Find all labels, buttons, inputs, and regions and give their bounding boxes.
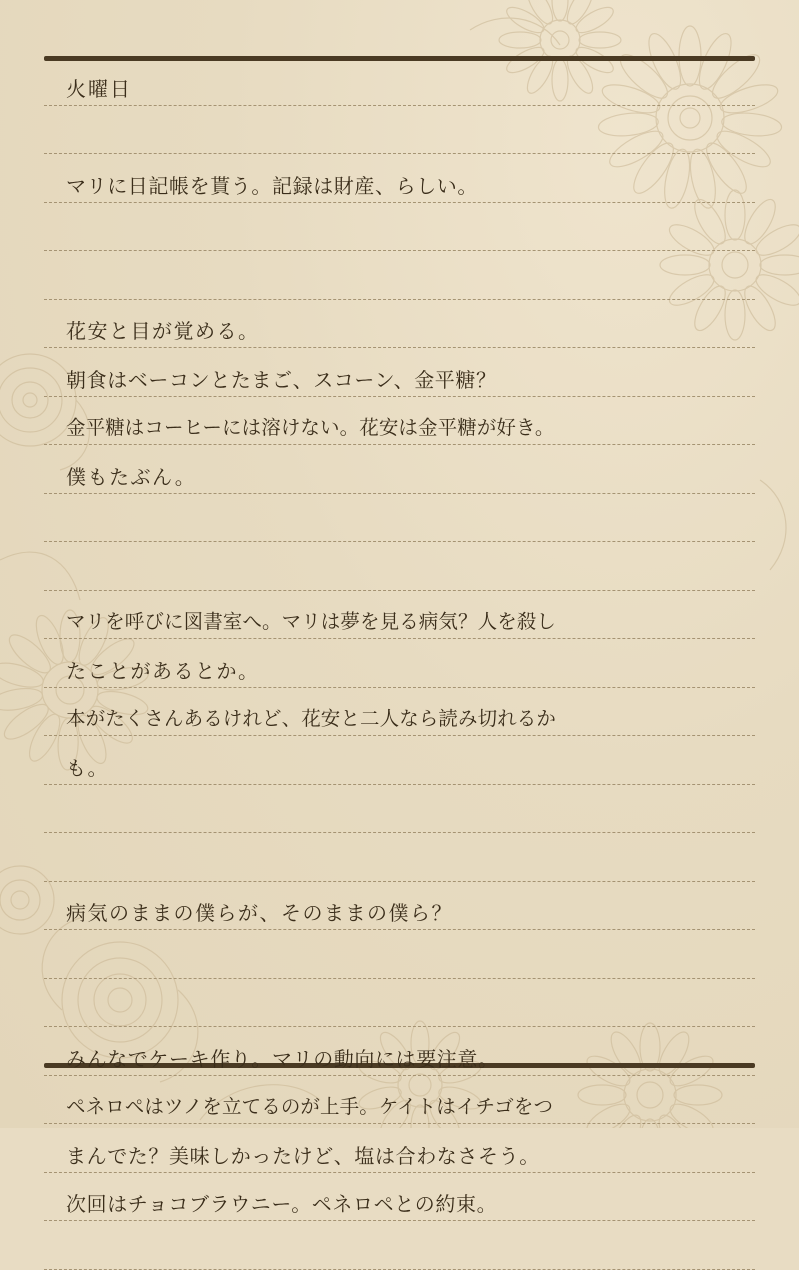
- diary-line: 病気のままの僕らが、そのままの僕ら？: [66, 901, 453, 925]
- diary-line: マリに日記帳を貰う。記録は財産、らしい。: [66, 173, 478, 198]
- diary-line: 僕もたぶん。: [66, 464, 197, 489]
- rule-line: [44, 1269, 755, 1270]
- rule-line: [44, 493, 755, 494]
- diary-line: も。: [66, 755, 109, 780]
- diary-line: まんでた？美味しかったけど、塩は合わなさそう。: [66, 1143, 540, 1168]
- rule-line: [44, 153, 755, 154]
- rule-line: [44, 638, 755, 639]
- rule-line: [44, 735, 755, 736]
- rule-line: [44, 784, 755, 785]
- diary-line: 次回はチョコブラウニー。ペネロペとの約束。: [66, 1192, 498, 1216]
- rule-line: [44, 881, 755, 882]
- rule-line: [44, 541, 755, 542]
- diary-line: たことがあるとか。: [66, 658, 260, 683]
- rule-line: [44, 978, 755, 979]
- diary-line: 本がたくさんあるけれど、花安と二人なら読み切れるか: [66, 707, 557, 730]
- rule-line: [44, 590, 755, 591]
- diary-line: 朝食はベーコンとたまご、スコーン、金平糖？: [66, 367, 497, 392]
- diary-line: マリを呼びに図書室へ。マリは夢を見る病気？人を殺し: [66, 610, 557, 633]
- page-title: 火曜日: [66, 76, 132, 101]
- diary-line: ペネロペはツノを立てるのが上手。ケイトはイチゴをつ: [66, 1095, 554, 1118]
- rule-line: [44, 202, 755, 203]
- rule-line: [44, 832, 755, 833]
- diary-line: 金平糖はコーヒーには溶けない。花安は金平糖が好き。: [66, 416, 555, 439]
- rule-line: [44, 929, 755, 930]
- rule-line: [44, 1123, 755, 1124]
- rule-line: [44, 105, 755, 106]
- diary-line: 花安と目が覚める。: [66, 319, 260, 343]
- rule-line: [44, 299, 755, 300]
- rule-line: [44, 687, 755, 688]
- diary-line: みんなでケーキ作り。マリの動向には要注意。: [66, 1046, 499, 1071]
- rule-line: [44, 444, 755, 445]
- rule-line: [44, 1220, 755, 1221]
- rule-line: [44, 1075, 755, 1076]
- rule-line: [44, 250, 755, 251]
- rule-line: [44, 1026, 755, 1027]
- rule-line: [44, 347, 755, 348]
- rule-line: [44, 396, 755, 397]
- rule-line: [44, 1172, 755, 1173]
